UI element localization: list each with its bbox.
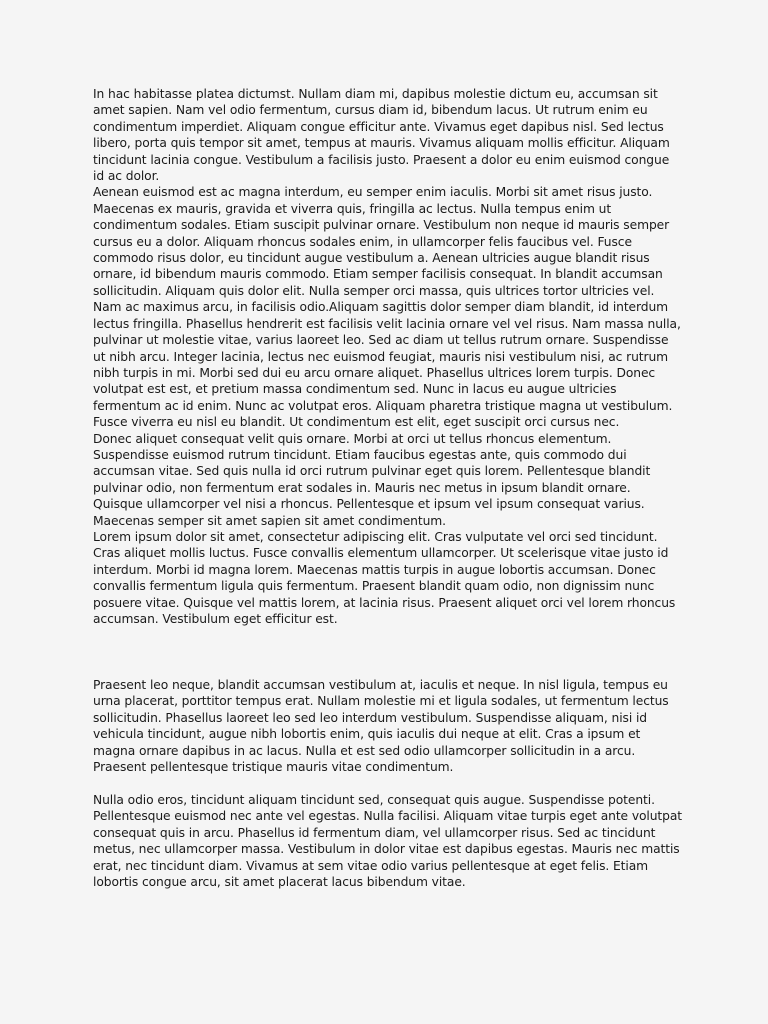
paragraph: Nulla odio eros, tincidunt aliquam tincidunt sed, consequat quis augue. Suspendisse potenti. Pellentesque euismod nec ante vel egestas. Nulla facilisi. Aliquam vitae turpis eget ante volutpat consequat quis in arcu. Phasellus id fermentum diam, vel ullamcorper risus. Sed ac tincidunt metus, nec ullamcorper massa. Vestibulum in dolor vitae est dapibus egestas. Mauris nec mattis erat, nec tincidunt diam. Vivamus at sem vitae odio varius pellentesque at eget felis. Etiam lobortis congue arcu, sit amet placerat lacus bibendum vitae. bbox=[93, 793, 683, 890]
paragraph: Lorem ipsum dolor sit amet, consectetur adipiscing elit. Cras vulputate vel orci sed tincidunt. Cras aliquet mollis luctus. Fusce convallis elementum ullamcorper. Ut scelerisque vitae justo id interdum. Morbi id magna lorem. Maecenas mattis turpis in augue lobortis accumsan. Donec convallis fermentum ligula quis fermentum. Praesent blandit quam odio, non dignissim nunc posuere vitae. Quisque vel mattis lorem, at lacinia risus. Praesent aliquet orci vel lorem rhoncus accumsan. Vestibulum eget efficitur est. bbox=[93, 529, 676, 626]
text-section-3 bbox=[93, 792, 683, 890]
text-section-2 bbox=[93, 677, 683, 775]
text-section-1 bbox=[93, 86, 683, 627]
paragraph: Donec aliquet consequat velit quis ornare. Morbi at orci ut tellus rhoncus elementum. Suspendisse euismod rutrum tincidunt. Etiam faucibus egestas ante, quis commodo dui accumsan vitae. Sed quis nulla id orci rutrum pulvinar eget quis lorem. Pellentesque blandit pulvinar odio, non fermentum erat sodales in. Mauris nec metus in ipsum blandit ornare. Quisque ullamcorper vel nisi a rhoncus. Pellentesque et ipsum vel ipsum consequat varius. Maecenas semper sit amet sapien sit amet condimentum. bbox=[93, 431, 651, 528]
paragraph: Aenean euismod est ac magna interdum, eu semper enim iaculis. Morbi sit amet risus justo. Maecenas ex mauris, gravida et viverra quis, fringilla ac lectus. Nulla tempus enim ut condimentum sodales. Etiam suscipit pulvinar ornare. Vestibulum non neque id mauris semper cursus eu a dolor. Aliquam rhoncus sodales enim, in ullamcorper felis faucibus vel. Fusce commodo risus dolor, eu tincidunt augue vestibulum a. Aenean ultricies augue blandit risus ornare, id bibendum mauris commodo. Etiam semper facilisis consequat. In blandit accumsan sollicitudin. Aliquam quis dolor elit. Nulla semper orci massa, quis ultrices tortor ultricies vel. Nam ac maximus arcu, in facilisis odio.Aliquam sagittis dolor semper diam blandit, id interdum lectus fringilla. Phasellus hendrerit est facilisis velit lacinia ornare vel vel risus. Nam massa nulla, pulvinar ut molestie vitae, varius laoreet leo. Sed ac diam ut tellus rutrum ornare. Suspendisse ut nibh arcu. Integer lacinia, lectus nec euismod feugiat, mauris nisi vestibulum nisi, ac rutrum nibh turpis in mi. Morbi sed dui eu arcu ornare aliquet. Phasellus ultrices lorem turpis. Donec volutpat est est, et pretium massa condimentum sed. Nunc in lacus eu augue ultricies fermentum ac id enim. Nunc ac volutpat eros. Aliquam pharetra tristique magna ut vestibulum. Fusce viverra eu nisl eu blandit. Ut condimentum est elit, eget suscipit orci cursus nec. bbox=[93, 185, 681, 430]
paragraph: In hac habitasse platea dictumst. Nullam diam mi, dapibus molestie dictum eu, accumsan sit amet sapien. Nam vel odio fermentum, cursus diam id, bibendum lacus. Ut rutrum enim eu condimentum imperdiet. Aliquam congue efficitur ante. Vivamus eget dapibus nisl. Sed lectus libero, porta quis tempor sit amet, tempus at mauris. Vivamus aliquam mollis efficitur. Aliquam tincidunt lacinia congue. Vestibulum a facilisis justo. Praesent a dolor eu enim euismod congue id ac dolor. bbox=[93, 87, 670, 184]
paragraph: Praesent leo neque, blandit accumsan vestibulum at, iaculis et neque. In nisl ligula, tempus eu urna placerat, porttitor tempus erat. Nullam molestie mi et ligula sodales, ut fermentum lectus sollicitudin. Phasellus laoreet leo sed leo interdum vestibulum. Suspendisse aliquam, nisi id vehicula tincidunt, augue nibh lobortis enim, quis iaculis dui neque at elit. Cras a ipsum et magna ornare dapibus in ac lacus. Nulla et est sed odio ullamcorper sollicitudin in a arcu. Praesent pellentesque tristique mauris vitae condimentum. bbox=[93, 678, 669, 775]
